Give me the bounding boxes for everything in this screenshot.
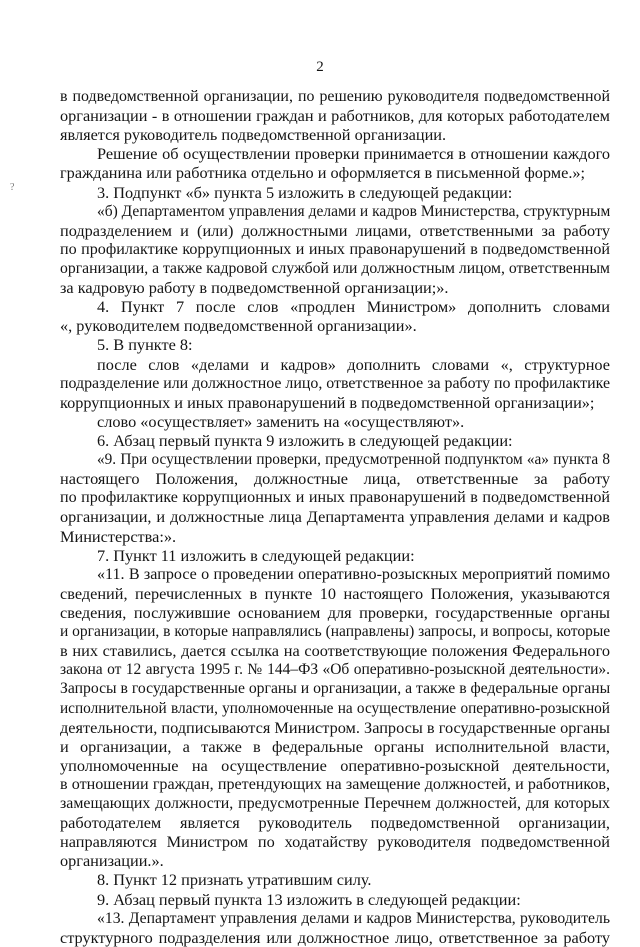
text-line: Министерства:».: [60, 526, 177, 546]
text-line: «, руководителем подведомственной организации».: [60, 316, 417, 336]
text-line: уполномоченные на осуществление оперативно-розыскной деятельности,: [60, 755, 610, 775]
text-line: в подведомственной организации, по решению руководителя подведомственной: [60, 88, 610, 105]
text-line: слово «осуществляет» заменить на «осуществляют».: [97, 411, 465, 431]
text-line: после слов «делами и кадров» дополнить словами «, структурное: [97, 354, 610, 374]
text-line: Запросы в государственные органы и организации, а также в федеральные органы: [60, 680, 611, 698]
text-line: по профилактике коррупционных и иных правонарушений в подведомственной: [60, 489, 610, 507]
text-line: организации.».: [60, 851, 164, 871]
text-line: и организации, в которые направлялись (направлены) запросы, и вопросы, которые: [60, 623, 611, 641]
text-line: 3. Подпункт «б» пункта 5 изложить в следующей редакции:: [97, 182, 513, 202]
text-line: является руководитель подведомственной организации.: [60, 125, 447, 145]
text-line: подразделение или должностное лицо, ответственное за работу по профилактике: [60, 374, 610, 392]
text-line: 9. Абзац первый пункта 13 изложить в следующей редакции:: [97, 889, 521, 909]
text-line: коррупционных и иных правонарушений в подведомственной организации»;: [60, 392, 595, 412]
text-line: 8. Пункт 12 признать утратившим силу.: [97, 870, 372, 890]
text-line: «9. При осуществлении проверки, предусмотренной подпунктом «а» пункта 8: [97, 451, 610, 469]
text-line: деятельности, подписываются Министром. Запросы в государственные органы: [60, 717, 610, 737]
text-line: «13. Департамент управления делами и кадров Министерства, руководитель: [97, 909, 610, 927]
text-line: организации, а также кадровой службой или должностным лицом, ответственным: [60, 259, 610, 277]
text-line: за кадровую работу в подведомственной организации;».: [60, 278, 449, 298]
text-line: и организации, а также в федеральные органы исполнительной власти,: [60, 736, 610, 756]
text-line: в отношении граждан, претендующих на замещение должностей, и работников,: [60, 775, 610, 793]
text-line: направляются Министром по ходатайству руководителя подведомственной: [60, 832, 610, 852]
text-line: подразделением и (или) должностными лицами, ответственными за работу: [60, 220, 610, 240]
text-line: сведений, перечисленных в пункте 10 настоящего Положения, указываются: [60, 583, 610, 603]
text-line: гражданина или работника отдельно и оформляется в письменной форме.»;: [60, 163, 586, 183]
text-line: организации, и должностные лица Департамента управления делами и кадров: [60, 507, 610, 527]
text-line: по профилактике коррупционных и иных правонарушений в подведомственной: [60, 240, 610, 258]
text-line: 7. Пункт 11 изложить в следующей редакции:: [97, 545, 415, 565]
text-line: 5. В пункте 8:: [97, 335, 193, 355]
text-line: структурного подразделения или должностное лицо, ответственное за работу: [60, 927, 610, 947]
margin-mark: ?: [10, 182, 15, 193]
text-line: 6. Абзац первый пункта 9 изложить в следующей редакции:: [97, 430, 513, 450]
text-line: сведения, послужившие основанием для проверки, государственные органы: [60, 602, 610, 622]
text-line: «б) Департаментом управления делами и кадров Министерства, структурным: [97, 202, 611, 220]
text-line: настоящего Положения, должностные лица, ответственные за работу: [60, 469, 610, 489]
text-line: Решение об осуществлении проверки принимается в отношении каждого: [97, 144, 610, 164]
page-number: 2: [316, 59, 324, 75]
text-line: исполнительной власти, уполномоченные на осуществление оперативно-розыскной: [60, 699, 610, 717]
text-line: в них ставились, дается ссылка на соответствующие положения Федерального: [60, 641, 610, 661]
text-line: «11. В запросе о проведении оперативно-розыскных мероприятий помимо: [97, 565, 610, 583]
text-line: работодателем является руководитель подведомственной организации,: [60, 813, 610, 833]
text-line: 4. Пункт 7 после слов «продлен Министром» дополнить словами: [97, 297, 610, 317]
text-line: закона от 12 августа 1995 г. № 144–ФЗ «Об оперативно-розыскной деятельности».: [60, 661, 610, 679]
document-body: [60, 87, 610, 947]
text-line: замещающих должности, предусмотренные Перечнем должностей, для которых: [60, 795, 610, 813]
text-line: организации - в отношении граждан и работников, для которых работодателем: [60, 106, 610, 126]
